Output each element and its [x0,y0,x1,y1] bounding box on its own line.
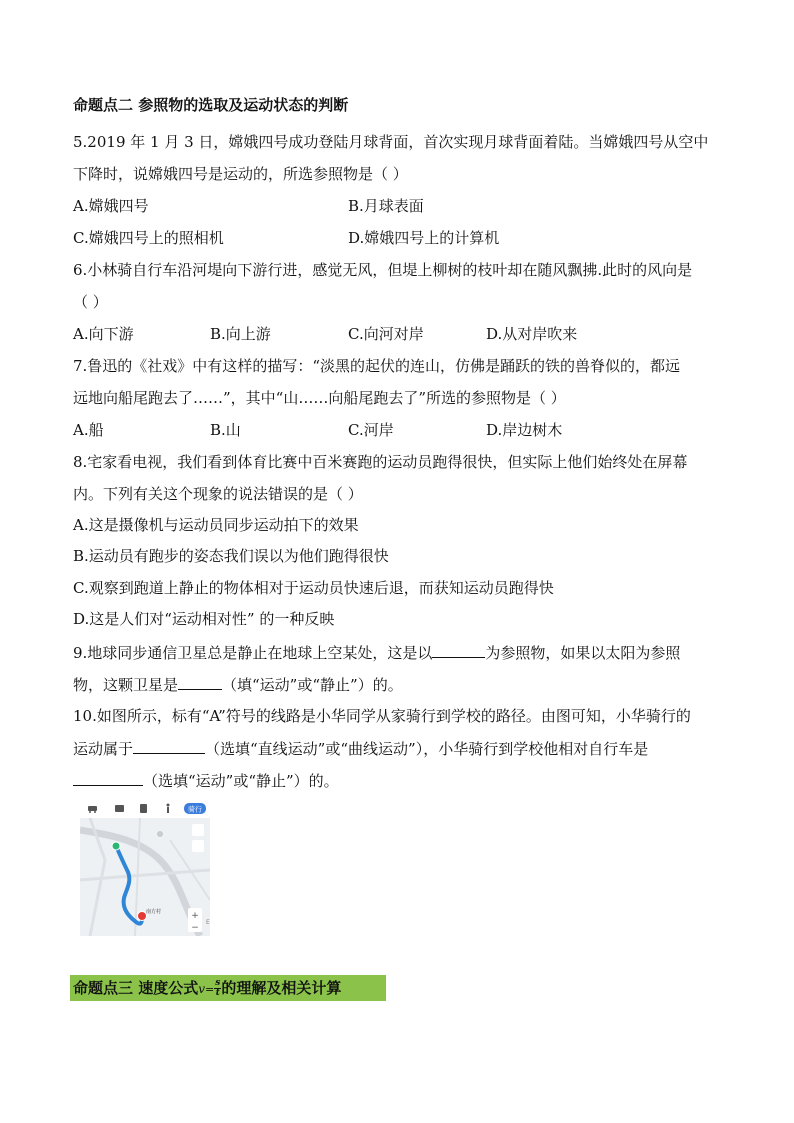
option-a: A.这是摄像机与运动员同步运动拍下的效果 [73,516,359,534]
taxi-icon [115,805,124,812]
option-c: C.向河对岸 [348,325,424,343]
option-d: D.岸边树木 [486,421,563,439]
option-c: C.观察到跑道上静止的物体相对于运动员快速后退，而获知运动员跑得快 [73,579,554,597]
option-a: A.向下游 [73,325,134,343]
question-text: 9.地球同步通信卫星总是静止在地球上空某处，这是以 [73,644,433,662]
question-text: （填“运动”或“静止”）的。 [222,676,403,694]
zoom-in-button[interactable]: + [191,911,199,921]
question-6-line-2: （ ） [73,293,108,311]
layers-icon[interactable] [192,824,204,836]
bike-share-icon[interactable] [192,840,204,852]
option-b: B.月球表面 [348,197,424,215]
bus-icon [140,804,147,813]
side-letter: E [206,919,210,926]
question-6-line-1: 6.小林骑自行车沿河堤向下游行进，感觉无风，但堤上柳树的枝叶却在随风飘拂.此时的风向是 [73,261,693,279]
formula-v: v [198,982,206,996]
destination-label: 南方村 [146,909,162,915]
section-heading-prefix: 命题点三 速度公式 [73,979,199,997]
route-map [80,800,210,936]
question-5-line-1: 5.2019 年 1 月 3 日，嫦娥四号成功登陆月球背面，首次实现月球背面着陆。当嫦娥四号从空中 [73,133,709,151]
question-10-line-2 [73,738,648,759]
option-a: A.船 [73,421,104,439]
question-7-line-1: 7.鲁迅的《社戏》中有这样的描写：“淡黑的起伏的连山，仿佛是踊跃的铁的兽脊似的，都远 [73,357,680,375]
question-8-line-2: 内。下列有关这个现象的说法错误的是（ ） [73,485,363,503]
question-text: 物，这颗卫星是 [73,676,179,694]
option-c: C.河岸 [348,421,394,439]
formula-numerator: s [215,978,221,988]
section-heading-suffix: 的理解及相关计算 [221,979,342,997]
option-d: D.从对岸吹来 [486,325,578,343]
question-5-line-2: 下降时，说嫦娥四号是运动的，所选参照物是（ ） [73,165,408,183]
section-heading [73,978,341,1000]
option-b: B.向上游 [210,325,271,343]
question-text: 运动属于 [73,740,134,758]
option-c: C.嫦娥四号上的照相机 [73,229,224,247]
question-9-line-1 [73,642,680,663]
question-text: （选填“运动”或“静止”）的。 [143,772,339,790]
question-text: （选填“直线运动”或“曲线运动”），小华骑行到学校他相对自行车是 [205,740,649,758]
option-d: D.这是人们对“运动相对性” 的一种反映 [73,610,335,628]
question-8-line-1: 8.宅家看电视，我们看到体育比赛中百米赛跑的运动员跑得很快，但实际上他们始终处在屏幕 [73,453,688,471]
option-b: B.运动员有跑步的姿态我们误以为他们跑得很快 [73,547,389,565]
answer-blank[interactable] [178,674,222,690]
option-d: D.嫦娥四号上的计算机 [348,229,500,247]
section-heading: 命题点二 参照物的选取及运动状态的判断 [73,96,349,114]
answer-blank[interactable] [133,738,205,754]
route-map-figure [80,800,210,936]
option-a: A.嫦娥四号 [73,197,149,215]
question-text: 为参照物，如果以太阳为参照 [485,644,681,662]
formula-equals: = [205,983,215,996]
question-10-line-1: 10.如图所示，标有“A”符号的线路是小华同学从家骑行到学校的路径。由图可知，小华骑行的 [73,707,691,725]
option-b: B.山 [210,421,241,439]
formula-denominator: t [215,988,220,998]
question-10-line-3 [73,770,339,791]
zoom-out-button[interactable]: − [191,923,199,933]
answer-blank[interactable] [73,770,143,786]
question-7-line-2: 远地向船尾跑去了……”，其中“山……向船尾跑去了”所选的参照物是（ ） [73,389,566,407]
section-heading-highlight [70,975,386,1001]
question-9-line-2 [73,674,403,695]
start-marker [112,842,120,850]
poi-icon [157,831,163,837]
answer-blank[interactable] [432,642,485,658]
cycle-tab-label: 骑行 [188,805,202,814]
